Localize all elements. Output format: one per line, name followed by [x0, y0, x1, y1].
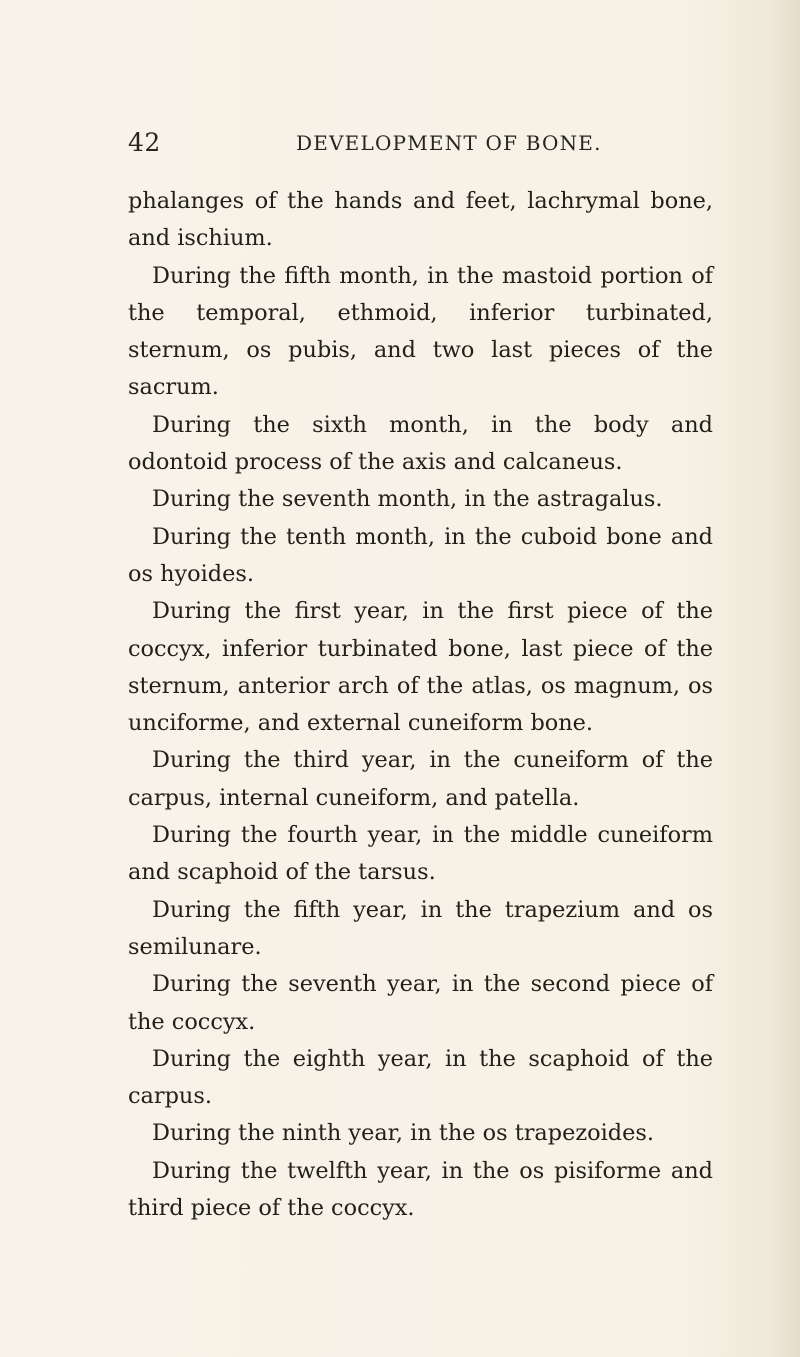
paragraph-fifth-year: During the fifth year, in the trapezium and os semilunare.: [128, 896, 713, 960]
paragraph-first-year: During the first year, in the first piece of the coccyx, inferior turbinated bone, last piece of the sternum, anterior arch of the atlas, os magnum, os unciforme, and external cuneiform bone.: [128, 598, 713, 737]
paragraph-ninth-year: During the ninth year, in the os trapezoides.: [152, 1120, 654, 1147]
body-text: [128, 183, 713, 1227]
paragraph-seventh-year: During the seventh year, in the second piece of the coccyx.: [128, 971, 713, 1035]
page-number: 42: [128, 128, 161, 157]
paragraph-sixth-month: During the sixth month, in the body and odontoid process of the axis and calcaneus.: [128, 411, 713, 476]
page-header: [0, 128, 800, 168]
paragraph-tenth-month: During the tenth month, in the cuboid bone and os hyoides.: [128, 523, 713, 587]
paragraph-third-year: During the third year, in the cuneiform of the carpus, internal cuneiform, and patella.: [128, 747, 713, 811]
paragraph-fourth-year: During the fourth year, in the middle cuneiform and scaphoid of the tarsus.: [128, 822, 713, 886]
running-head: DEVELOPMENT OF BONE.: [296, 131, 602, 155]
paragraph-twelfth-year: During the twelfth year, in the os pisiforme and third piece of the coccyx.: [128, 1157, 713, 1222]
paragraph-fifth-month: During the fifth month, in the mastoid portion of the temporal, ethmoid, inferior turbinated, sternum, os pubis, and two last pieces of the sacrum.: [128, 262, 713, 401]
paragraph-seventh-month: During the seventh month, in the astragalus.: [152, 486, 663, 513]
paragraph-eighth-year: During the eighth year, in the scaphoid of the carpus.: [128, 1045, 713, 1110]
paragraph-continuation: phalanges of the hands and feet, lachrymal bone, and ischium.: [128, 188, 713, 252]
